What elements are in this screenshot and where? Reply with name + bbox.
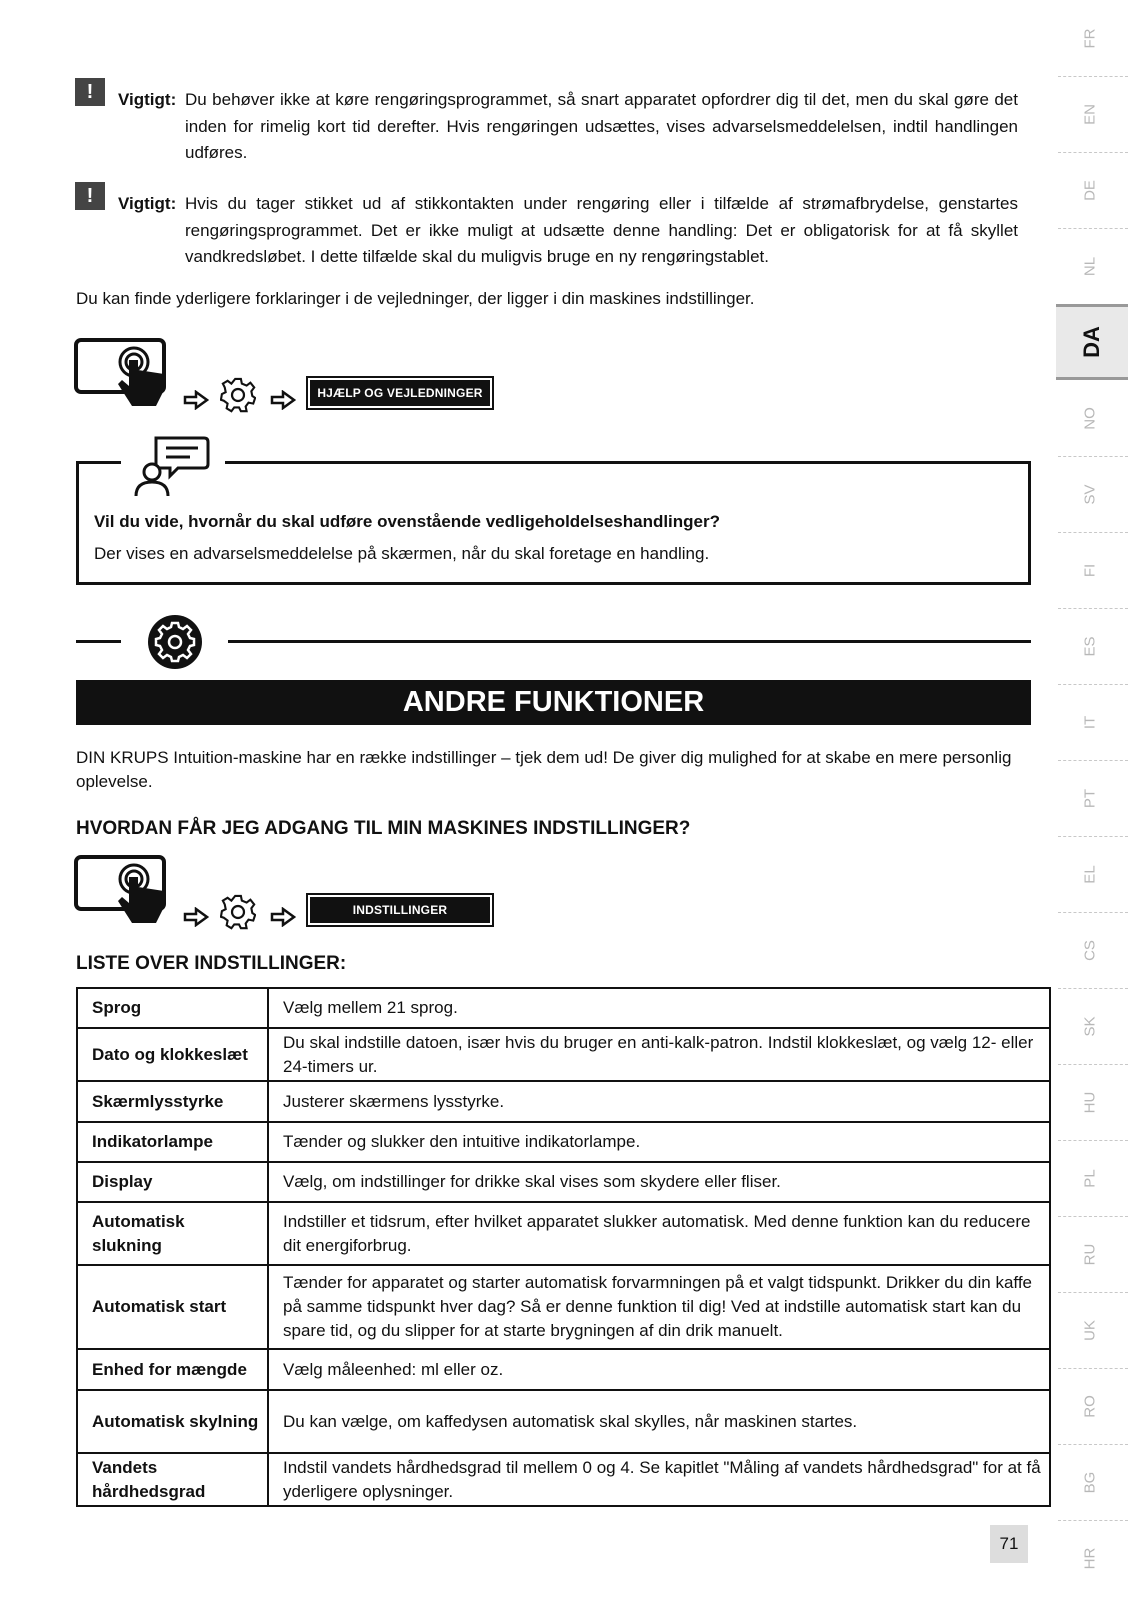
lang-tab-no[interactable]: NO (1081, 407, 1099, 430)
lang-separator (1058, 988, 1128, 989)
gear-badge-icon (147, 614, 203, 670)
lang-separator (1058, 608, 1128, 609)
setting-desc: Vælg måleenhed: ml eller oz. (268, 1349, 1050, 1390)
setting-name: Skærmlysstyrke (77, 1081, 268, 1122)
table-row (77, 1265, 1050, 1349)
setting-name: Display (77, 1162, 268, 1202)
setting-desc: Indstil vandets hårdhedsgrad til mellem 0 og 4. Se kapitlet "Måling af vandets hårdhedsgrad" for at få yderligere oplysninger. (268, 1453, 1050, 1506)
table-row (77, 1162, 1050, 1202)
lang-tab-el[interactable]: EL (1081, 865, 1099, 884)
menu-button-label: HJÆLP OG VEJLEDNINGER (310, 380, 490, 406)
menu-button-settings[interactable] (306, 893, 494, 927)
important-note (118, 191, 1018, 266)
touchscreen-tap-icon (74, 338, 174, 412)
note-label: Vigtigt: (118, 90, 177, 109)
menu-button-help-guides[interactable] (306, 376, 494, 410)
table-row (77, 1122, 1050, 1162)
lang-separator (1058, 760, 1128, 761)
lang-tab-pt[interactable]: PT (1081, 788, 1099, 809)
arrow-right-icon (270, 907, 296, 927)
table-row (77, 1453, 1050, 1506)
lang-separator (1058, 532, 1128, 533)
tip-question: Vil du vide, hvornår du skal udføre ovenstående vedligeholdelseshandlinger? (94, 512, 721, 531)
lang-tab-bg[interactable]: BG (1081, 1471, 1099, 1494)
section-intro: DIN KRUPS Intuition-maskine har en række indstillinger – tjek dem ud! De giver dig mulighed for at skabe en mere personlig oplevelse. (76, 748, 1012, 791)
arrow-right-icon (270, 390, 296, 410)
setting-desc: Du kan vælge, om kaffedysen automatisk skal skylles, når maskinen startes. (268, 1390, 1050, 1453)
lang-tab-en[interactable]: EN (1081, 104, 1099, 125)
lang-tab-ru[interactable]: RU (1081, 1243, 1099, 1266)
lang-tab-fr[interactable]: FR (1081, 28, 1099, 49)
setting-name: Indikatorlampe (77, 1122, 268, 1162)
arrow-right-icon (183, 907, 209, 927)
table-row (77, 1028, 1050, 1081)
lang-tab-ro[interactable]: RO (1081, 1395, 1099, 1418)
lang-tab-sv[interactable]: SV (1081, 484, 1099, 505)
note-text: Hvis du tager stikket ud af stikkontakten under rengøring eller i tilfælde af strømafbrydelse, genstartes rengøringsprogrammet. Det er ikke muligt at udsætte denne handling: Det er obligatorisk for at få skyllet vandkredsløbet. I dette tilfælde skal du muligvis bruge en ny rengøringstablet. (185, 194, 1018, 266)
setting-name: Enhed for mængde (77, 1349, 268, 1390)
lang-separator (1058, 1444, 1128, 1445)
setting-name: Dato og klokkeslæt (77, 1028, 268, 1081)
setting-desc: Du skal indstille datoen, især hvis du bruger en anti-kalk-patron. Indstil klokkeslæt, og vælg 12- eller 24-timers ur. (268, 1028, 1050, 1081)
lang-separator (1058, 152, 1128, 153)
setting-desc: Tænder og slukker den intuitive indikatorlampe. (268, 1122, 1050, 1162)
lang-separator (1058, 1140, 1128, 1141)
lang-tab-hu[interactable]: HU (1081, 1091, 1099, 1114)
table-row (77, 1081, 1050, 1122)
gear-icon (220, 377, 256, 413)
tip-answer: Der vises en advarselsmeddelelse på skærmen, når du skal foretage en handling. (94, 544, 710, 563)
table-row (77, 1390, 1050, 1453)
section-rule (228, 640, 1031, 643)
setting-desc: Indstiller et tidsrum, efter hvilket apparatet slukker automatisk. Med denne funktion kan du reducere dit energiforbrug. (268, 1202, 1050, 1265)
lang-tab-es[interactable]: ES (1081, 636, 1099, 657)
lang-separator (1058, 836, 1128, 837)
table-row (77, 1349, 1050, 1390)
lang-tab-sk[interactable]: SK (1081, 1016, 1099, 1037)
lang-tab-de[interactable]: DE (1081, 180, 1099, 201)
lang-separator (1058, 76, 1128, 77)
lang-separator (1058, 1216, 1128, 1217)
setting-name: Sprog (77, 988, 268, 1028)
setting-desc: Vælg, om indstillinger for drikke skal vises som skydere eller fliser. (268, 1162, 1050, 1202)
section-rule (76, 640, 121, 643)
setting-name: Automatisk skylning (77, 1390, 268, 1453)
table-row (77, 988, 1050, 1028)
lang-separator (1058, 1520, 1128, 1521)
lang-separator (1058, 1064, 1128, 1065)
gear-icon (220, 894, 256, 930)
lang-separator (1058, 456, 1128, 457)
lang-tab-it[interactable]: IT (1081, 715, 1099, 730)
page-number: 71 (990, 1525, 1028, 1563)
lang-tab-cs[interactable]: CS (1081, 940, 1099, 961)
lang-separator (1058, 912, 1128, 913)
access-heading: HVORDAN FÅR JEG ADGANG TIL MIN MASKINES INDSTILLINGER? (76, 818, 691, 839)
setting-name: Automatisk start (77, 1265, 268, 1349)
note-label: Vigtigt: (118, 194, 177, 213)
touchscreen-tap-icon (74, 855, 174, 929)
lang-separator (1058, 1292, 1128, 1293)
speech-bubble-person-icon (132, 434, 212, 498)
note-text: Du behøver ikke at køre rengøringsprogrammet, så snart apparatet opfordrer dig til det, men du skal gøre det inden for rimelig kort tid derefter. Hvis rengøringen udsættes, vises advarselsmeddelelsen, indtil handlingen udføres. (185, 90, 1018, 162)
lang-tab-nl[interactable]: NL (1081, 256, 1099, 277)
setting-desc: Vælg mellem 21 sprog. (268, 988, 1050, 1028)
list-heading: LISTE OVER INDSTILLINGER: (76, 953, 347, 974)
setting-desc: Tænder for apparatet og starter automatisk forvarmningen på et valgt tidspunkt. Drikker du din kaffe på samme tidspunkt hver dag? Så er denne funktion til dig! Ved at indstille automatisk start kan du spare tid, og du slipper for at starte brygningen af din drik manuelt. (268, 1265, 1050, 1349)
arrow-right-icon (183, 390, 209, 410)
setting-name: Vandets hårdhedsgrad (77, 1453, 268, 1506)
warning-icon: ! (75, 182, 105, 210)
section-title: ANDRE FUNKTIONER (76, 680, 1031, 725)
lang-tab-pl[interactable]: PL (1081, 1169, 1099, 1188)
lang-tab-label: DA (1079, 326, 1104, 358)
settings-table (76, 987, 1051, 1507)
lang-tab-fi[interactable]: FI (1081, 563, 1099, 578)
lang-separator (1058, 1368, 1128, 1369)
lang-tab-da-active[interactable] (1056, 304, 1128, 380)
important-note (118, 87, 1018, 162)
setting-name: Automatisk slukning (77, 1202, 268, 1265)
lang-separator (1058, 684, 1128, 685)
lang-tab-uk[interactable]: UK (1081, 1320, 1099, 1341)
intro-text: Du kan finde yderligere forklaringer i de vejledninger, der ligger i din maskines indstillinger. (76, 289, 755, 308)
lang-tab-hr[interactable]: HR (1081, 1547, 1099, 1570)
menu-button-label: INDSTILLINGER (310, 897, 490, 923)
warning-icon: ! (75, 78, 105, 106)
setting-desc: Justerer skærmens lysstyrke. (268, 1081, 1050, 1122)
table-row (77, 1202, 1050, 1265)
lang-separator (1058, 228, 1128, 229)
